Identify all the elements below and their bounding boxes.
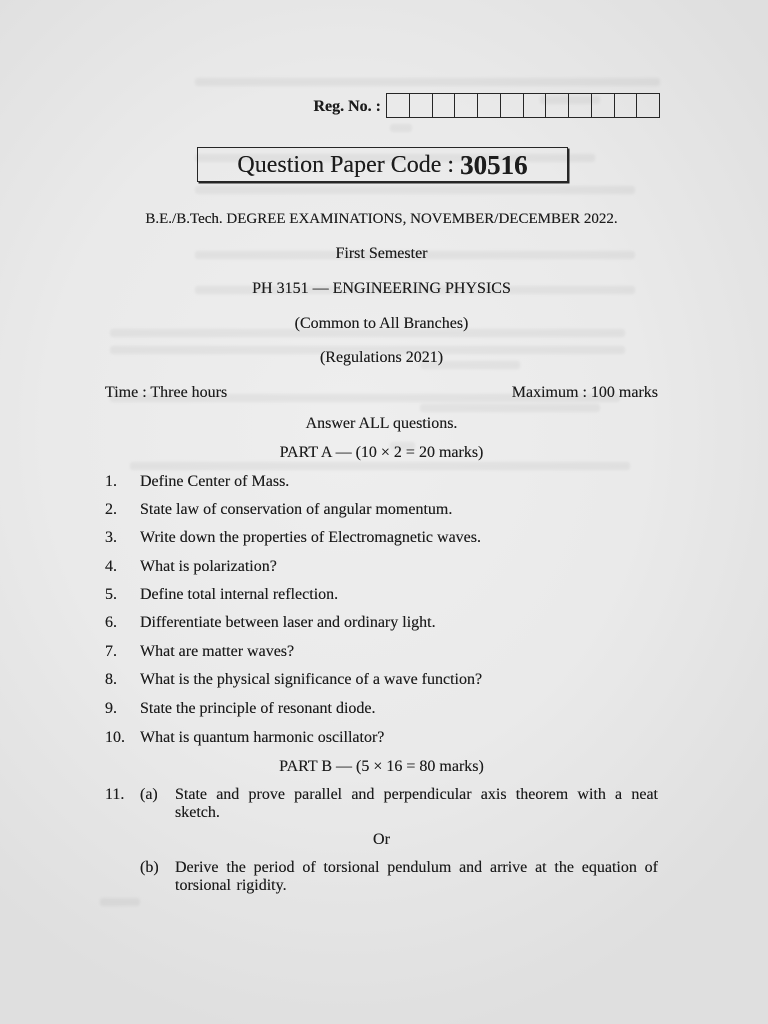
reg-no-box	[433, 94, 456, 117]
reg-no-box	[387, 94, 410, 117]
reg-no-box	[592, 94, 615, 117]
question-text: State the principle of resonant diode.	[140, 700, 376, 717]
reg-no-box	[546, 94, 569, 117]
time-marks-row	[105, 383, 658, 403]
question-3	[105, 528, 658, 548]
part-b-heading: PART B — (5 × 16 = 80 marks)	[279, 758, 484, 775]
reg-no-label: Reg. No. :	[313, 98, 381, 115]
question-4	[105, 557, 658, 577]
question-1	[105, 472, 658, 492]
semester: First Semester	[335, 245, 428, 262]
reg-no-box	[501, 94, 524, 117]
bleed-through-shadow	[390, 124, 412, 132]
bleed-through-shadow	[195, 186, 635, 194]
bleed-through-shadow	[100, 898, 140, 906]
question-text: State law of conservation of angular momentum.	[140, 501, 453, 518]
reg-no-box	[569, 94, 592, 117]
question-paper-code-label: Question Paper Code :	[237, 151, 455, 178]
question-number: 4.	[105, 558, 117, 575]
question-text: What is quantum harmonic oscillator?	[140, 729, 385, 746]
question-number: 5.	[105, 586, 117, 603]
question-number: 7.	[105, 643, 117, 660]
question-11b	[105, 859, 658, 895]
exam-title: B.E./B.Tech. DEGREE EXAMINATIONS, NOVEMBER/DECEMBER 2022.	[145, 211, 618, 227]
or-separator: Or	[373, 831, 390, 848]
reg-no-box	[478, 94, 501, 117]
question-number: 11.	[105, 786, 125, 803]
common-note: (Common to All Branches)	[294, 315, 469, 332]
question-text: Differentiate between laser and ordinary light.	[140, 614, 436, 631]
question-number: 3.	[105, 529, 117, 546]
question-paper-code-box	[197, 147, 568, 182]
time-allowed: Time : Three hours	[105, 384, 228, 401]
question-6	[105, 613, 658, 633]
question-9	[105, 699, 658, 719]
question-2	[105, 500, 658, 520]
question-5	[105, 585, 658, 605]
question-number: 8.	[105, 671, 117, 688]
bleed-through-shadow	[195, 78, 660, 86]
question-text: State and prove parallel and perpendicular axis theorem with a neat sketch.	[175, 786, 658, 821]
question-number: 6.	[105, 614, 117, 631]
question-paper-code: 30516	[460, 149, 528, 180]
question-text: What is the physical significance of a wave function?	[140, 671, 483, 688]
part-a-heading: PART A — (10 × 2 = 20 marks)	[279, 444, 484, 461]
reg-no-boxes	[386, 93, 660, 118]
question-text: What is polarization?	[140, 558, 277, 575]
question-text: Derive the period of torsional pendulum and arrive at the equation of torsional rigidity.	[175, 859, 658, 894]
question-10	[105, 728, 658, 748]
option-label: (a)	[140, 786, 158, 803]
question-text: Write down the properties of Electromagnetic waves.	[140, 529, 482, 546]
option-label: (b)	[140, 859, 159, 876]
question-text: Define total internal reflection.	[140, 586, 339, 603]
question-text: Define Center of Mass.	[140, 473, 290, 490]
question-number: 10.	[105, 729, 125, 746]
question-number: 9.	[105, 700, 117, 717]
question-number: 2.	[105, 501, 117, 518]
reg-no-box	[524, 94, 547, 117]
maximum-marks: Maximum : 100 marks	[511, 384, 658, 401]
question-number: 1.	[105, 473, 117, 490]
reg-no-box	[637, 94, 659, 117]
reg-no-box	[410, 94, 433, 117]
reg-no-box	[455, 94, 478, 117]
question-text: What are matter waves?	[140, 643, 295, 660]
question-7	[105, 642, 658, 662]
instruction: Answer ALL questions.	[305, 415, 458, 432]
question-8	[105, 670, 658, 690]
reg-no-box	[615, 94, 638, 117]
bleed-through-shadow	[420, 404, 600, 412]
subject: PH 3151 — ENGINEERING PHYSICS	[252, 280, 511, 297]
question-11a	[105, 786, 658, 822]
bleed-through-shadow	[130, 462, 630, 470]
regulations: (Regulations 2021)	[319, 349, 444, 366]
